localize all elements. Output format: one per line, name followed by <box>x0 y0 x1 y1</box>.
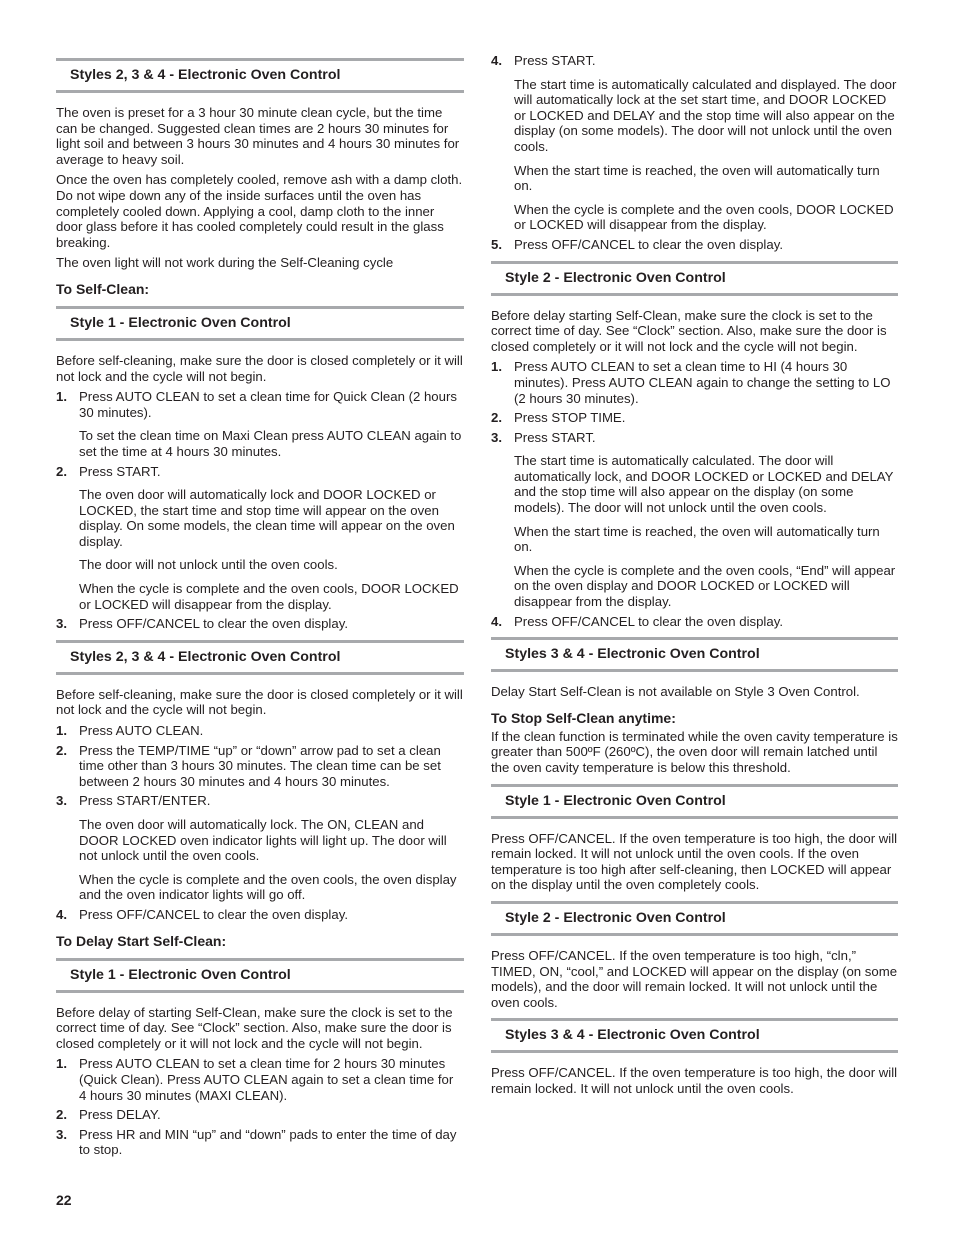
step-number: 4. <box>491 53 502 68</box>
step-text: Press START/ENTER. <box>79 793 211 809</box>
section-banner: Style 1 - Electronic Oven Control <box>56 306 464 341</box>
step-number: 2. <box>56 463 67 479</box>
step-item <box>56 1127 464 1158</box>
step-text: The door will not unlock until the oven cools. <box>79 557 338 573</box>
step-number: 1. <box>56 1056 67 1072</box>
step-text: Press OFF/CANCEL to clear the oven display. <box>514 236 783 252</box>
step-number: 5. <box>491 236 502 252</box>
step-list <box>56 723 464 923</box>
left-column <box>56 50 464 1162</box>
step-text: Press OFF/CANCEL to clear the oven display. <box>79 906 348 922</box>
step-item <box>56 907 464 923</box>
section-text: Delay Start Self-Clean is not available on Style 3 Oven Control. <box>491 684 860 700</box>
step-item <box>491 53 898 233</box>
step-text: Press the TEMP/TIME “up” or “down” arrow pad to set a clean time other than 3 hours 30 minutes. The clean time can be set between 2 hours 30 minutes and 4 hours 30 minutes. <box>79 742 441 789</box>
step-text: The start time is automatically calculated and displayed. The door will automatically lock at the set start time, and DOOR LOCKED or LOCKED and DELAY and the stop time will also appear on the display (on some models). The door will not unlock until the oven cools. <box>514 76 897 154</box>
intro-paragraph: The oven is preset for a 3 hour 30 minute clean cycle, but the time can be changed. Suggested clean times are 2 hours 30 minutes for light soil and between 3 hours 30 minutes and 4 hours 30 minutes for average to heavy soil. <box>56 105 460 167</box>
intro-paragraph: Once the oven has completely cooled, remove ash with a damp cloth. Do not wipe down any of the inside surfaces until the oven has completely cooled down. Applying a cool, damp cloth to the inner door glass before it has cooled completely could result in the glass breaking. <box>56 172 463 250</box>
section-text: Press OFF/CANCEL. If the oven temperature is too high, the door will remain locked. It will not unlock until the oven cools. If the oven temperature is too high after self-cleaning, then LOCKED will appear on the display until the oven completely cools. <box>491 830 898 893</box>
step-item <box>56 723 464 739</box>
step-text: When the cycle is complete and the oven cools, DOOR LOCKED or LOCKED will disappear from the display. <box>79 581 459 612</box>
section-banner: Styles 2, 3 & 4 - Electronic Oven Control <box>56 58 464 93</box>
section-banner: Style 2 - Electronic Oven Control <box>491 261 898 296</box>
step-text: Press HR and MIN “up” and “down” pads to enter the time of day to stop. <box>79 1126 457 1158</box>
section-banner: Style 2 - Electronic Oven Control <box>491 901 898 936</box>
step-item <box>56 616 464 632</box>
step-number: 1. <box>491 359 502 375</box>
step-text: The oven door will automatically lock. The ON, CLEAN and DOOR LOCKED oven indicator lights will light up. The door will not unlock until the oven cools. <box>79 817 447 864</box>
step-number: 2. <box>56 1107 67 1123</box>
step-item <box>491 614 898 630</box>
section-intro: Before delay of starting Self-Clean, make sure the clock is set to the correct time of day. See “Clock” section. Also, make sure the door is closed completely or it will not lock and the cycle will not begin. <box>56 1004 453 1051</box>
step-number: 2. <box>491 410 502 426</box>
step-number: 3. <box>56 616 67 632</box>
step-text: When the cycle is complete and the oven cools, DOOR LOCKED or LOCKED will disappear from the display. <box>514 201 894 233</box>
step-text: Press OFF/CANCEL to clear the oven display. <box>514 613 783 629</box>
section-intro: Before self-cleaning, make sure the door is closed completely or it will not lock and the cycle will not begin. <box>56 686 463 718</box>
step-number: 4. <box>56 906 67 922</box>
step-text: When the start time is reached, the oven will automatically turn on. <box>514 523 880 555</box>
step-number: 3. <box>56 1126 67 1142</box>
subheading-self-clean: To Self-Clean: <box>56 280 150 297</box>
right-column <box>491 50 898 1102</box>
step-text: Press AUTO CLEAN to set a clean time for Quick Clean (2 hours 30 minutes). <box>79 389 457 420</box>
step-text: To set the clean time on Maxi Clean press AUTO CLEAN again to set the time at 4 hours 30 minutes. <box>79 428 462 459</box>
step-item <box>56 793 464 903</box>
step-number: 3. <box>491 429 502 445</box>
page-number: 22 <box>56 1192 72 1208</box>
step-item <box>491 359 898 406</box>
step-text: When the cycle is complete and the oven cools, “End” will appear on the oven display and DOOR LOCKED or LOCKED will disappear from the display. <box>514 562 896 610</box>
step-text: The start time is automatically calculated. The door will automatically lock, and DOOR LOCKED or LOCKED and DELAY and the stop time will also appear on the display (on some models). The door will not unlock until the oven cools. <box>514 453 894 516</box>
step-text: Press AUTO CLEAN to set a clean time to HI (4 hours 30 minutes). Press AUTO CLEAN again to change the setting to LO (2 hours 30 minutes). <box>514 359 891 406</box>
step-item <box>56 389 464 459</box>
step-text: When the start time is reached, the oven will automatically turn on. <box>514 162 880 194</box>
section-banner: Style 1 - Electronic Oven Control <box>56 958 464 993</box>
subheading-delay-start: To Delay Start Self-Clean: <box>56 932 227 949</box>
step-number: 3. <box>56 793 67 809</box>
section-intro: Before self-cleaning, make sure the door is closed completely or it will not lock and the cycle will not begin. <box>56 352 463 384</box>
section-text: Press OFF/CANCEL. If the oven temperature is too high, “cln,” TIMED, ON, “cool,” and LOCKED will appear on the display (on some models), and the door will remain locked. It will not unlock until the oven cools. <box>491 947 898 1010</box>
step-item <box>56 1056 464 1103</box>
step-text: Press AUTO CLEAN to set a clean time for 2 hours 30 minutes (Quick Clean). Press AUTO CLEAN again to set a clean time for 4 hours 30 minutes (MAXI CLEAN). <box>79 1056 454 1103</box>
step-item <box>491 430 898 610</box>
step-list <box>491 53 898 253</box>
step-text: Press AUTO CLEAN. <box>79 723 204 739</box>
step-number: 2. <box>56 742 67 758</box>
subheading-stop-self-clean: To Stop Self-Clean anytime: <box>491 709 676 726</box>
step-item <box>56 743 464 790</box>
step-item <box>491 410 898 426</box>
step-number: 1. <box>56 389 67 405</box>
section-banner: Style 1 - Electronic Oven Control <box>491 784 898 819</box>
step-list <box>491 359 898 629</box>
step-list <box>56 1056 464 1158</box>
section-intro: Before delay starting Self-Clean, make sure the clock is set to the correct time of day. See “Clock” section. Also, make sure the door is closed completely or it will not lock and the cycle will not begin. <box>491 307 887 354</box>
step-text: Press DELAY. <box>79 1107 161 1123</box>
step-text: Press START. <box>79 463 161 479</box>
step-number: 4. <box>491 613 502 629</box>
intro-paragraph: The oven light will not work during the Self-Cleaning cycle <box>56 255 394 271</box>
step-item <box>56 1107 464 1123</box>
step-item <box>56 464 464 613</box>
step-number: 1. <box>56 723 67 739</box>
step-text: Press START. <box>514 53 596 68</box>
section-banner: Styles 3 & 4 - Electronic Oven Control <box>491 1018 898 1053</box>
step-text: When the cycle is complete and the oven cools, the oven display and the oven indicator lights will go off. <box>79 871 457 903</box>
section-banner: Styles 3 & 4 - Electronic Oven Control <box>491 637 898 672</box>
step-text: Press START. <box>514 429 596 445</box>
section-text: If the clean function is terminated while the oven cavity temperature is greater than 500ºF (260ºC), the oven door will remain latched until the oven cavity temperature is below this threshold. <box>491 728 898 775</box>
section-banner: Styles 2, 3 & 4 - Electronic Oven Control <box>56 640 464 675</box>
step-text: The oven door will automatically lock and DOOR LOCKED or LOCKED, the start time and stop time will appear on the oven display. On some models, the clean time will appear on the oven display. <box>79 487 455 549</box>
step-item <box>491 237 898 253</box>
step-text: Press OFF/CANCEL to clear the oven display. <box>79 616 348 632</box>
section-text: Press OFF/CANCEL. If the oven temperature is too high, the door will remain locked. It will not unlock until the oven cools. <box>491 1065 898 1096</box>
step-list <box>56 389 464 632</box>
step-text: Press STOP TIME. <box>514 410 626 426</box>
